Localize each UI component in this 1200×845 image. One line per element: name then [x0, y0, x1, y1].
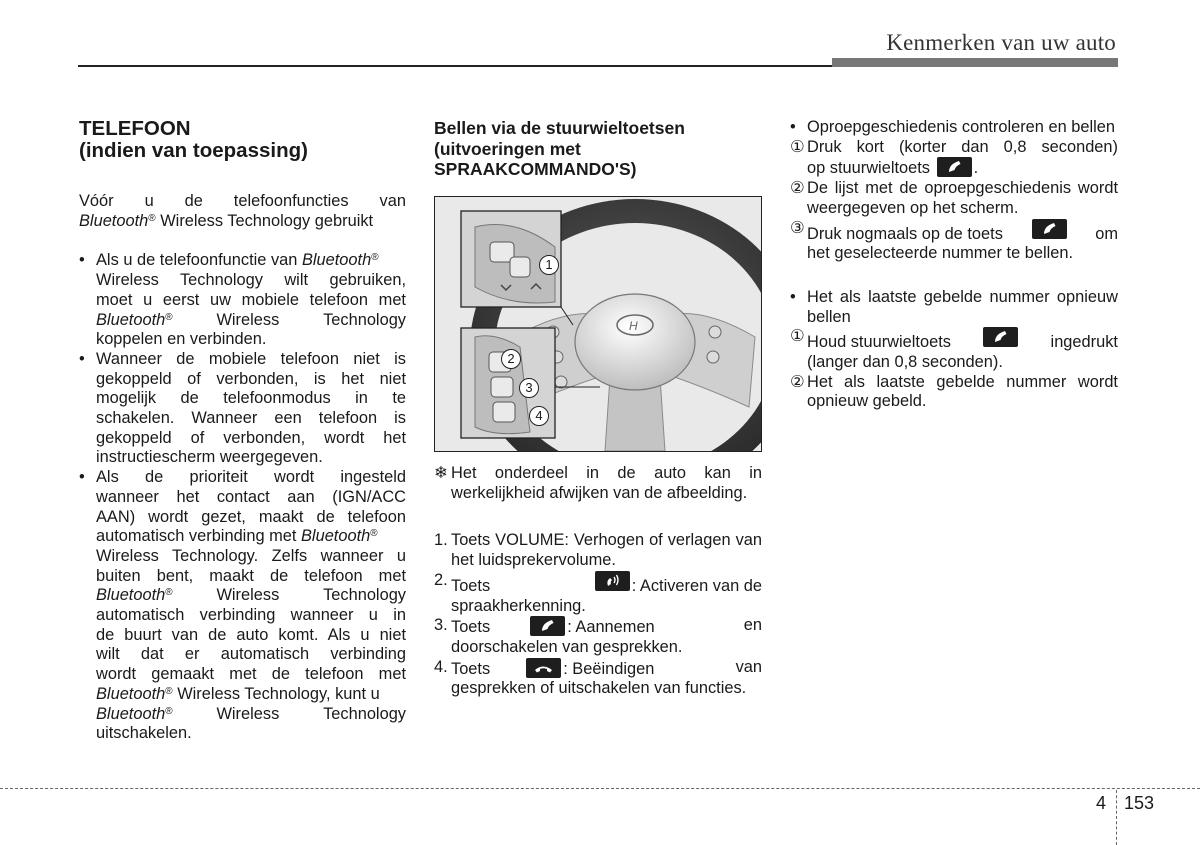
note-symbol: ❄	[434, 464, 448, 482]
registered-mark: ®	[165, 705, 173, 717]
text-line	[96, 527, 406, 547]
text: Wireless	[216, 586, 280, 605]
list-item	[434, 616, 762, 657]
item-number: 2.	[434, 570, 448, 589]
text: Wanneer de mobiele telefoon niet is gekoppeld of verbonden, is het niet mogelijk de telefoonmodus in te schakelen. Wanneer een telefoon is gekoppeld of verbonden, wordt het instructiescherm weergegeven.	[96, 349, 406, 467]
text-line	[96, 311, 406, 331]
section-heading	[434, 118, 762, 180]
bluetooth-term: Bluetooth	[96, 704, 166, 723]
text: en	[743, 616, 762, 635]
registered-mark: ®	[370, 528, 378, 540]
voice-recognition-icon	[595, 571, 630, 591]
text-line: Als de prioriteit wordt ingesteld	[96, 468, 406, 487]
step-number: ①	[790, 137, 805, 156]
item-text: Toets	[451, 576, 491, 595]
callout-1: 1	[539, 255, 559, 275]
registered-mark: ®	[371, 252, 379, 264]
phone-answer-icon	[1032, 219, 1067, 239]
text-line	[451, 616, 762, 638]
text: op stuurwieltoets	[807, 159, 930, 178]
bluetooth-term: Bluetooth	[96, 310, 166, 329]
list-item	[434, 571, 762, 616]
step-item	[790, 179, 1118, 218]
text-line: automatisch verbinding wanneer u in	[96, 606, 406, 625]
item-text: : Activeren van de	[631, 576, 762, 595]
bluetooth-term: Bluetooth	[79, 211, 149, 230]
list-item	[79, 468, 406, 744]
text-line	[451, 658, 762, 680]
steering-wheel-drawing	[435, 197, 761, 451]
heading-line: SPRAAKCOMMANDO'S)	[434, 159, 637, 179]
text-line: gesprekken of uitschakelen van functies.	[451, 679, 747, 698]
text-line: buiten bent, maakt de telefoon met	[96, 566, 406, 585]
intro-text: Wireless Technology gebruikt	[160, 211, 374, 230]
registered-mark: ®	[165, 311, 173, 323]
text-line: (langer dan 0,8 seconden).	[807, 353, 1003, 372]
item-text: Toets	[451, 659, 491, 678]
step-item	[790, 327, 1118, 372]
header-rule-accent	[832, 58, 1118, 67]
column-stuurwieltoetsen	[434, 118, 762, 180]
intro-line: Vóór u de telefoonfuncties van	[79, 192, 406, 210]
step-number: ②	[790, 372, 805, 391]
text-line	[96, 586, 406, 606]
text: Als u de telefoonfunctie van	[96, 251, 302, 270]
text-line: wordt gemaakt met de telefoon met	[96, 665, 406, 684]
phone-hangup-icon	[526, 658, 561, 678]
text-line: doorschakelen van gesprekken.	[451, 637, 683, 656]
step-number: ②	[790, 179, 805, 198]
section-heading	[79, 118, 406, 162]
bullet-dot: •	[790, 287, 796, 306]
text-line	[96, 685, 406, 705]
text	[524, 658, 762, 680]
text	[96, 311, 173, 331]
text-line: het geselecteerde nummer te bellen.	[807, 244, 1074, 263]
chapter-number: 4	[1096, 793, 1107, 813]
text: Druk nogmaals op de toets	[807, 224, 1003, 243]
svg-text:H: H	[629, 319, 638, 333]
text: Technology	[323, 310, 406, 329]
text-line	[96, 705, 406, 725]
bullet-dot: •	[79, 349, 85, 368]
bluetooth-term: Bluetooth	[96, 684, 166, 703]
list-item	[79, 251, 406, 350]
note-text: Het onderdeel in de auto kan in werkelijkheid afwijken van de afbeelding.	[451, 464, 762, 502]
text-line: Wireless Technology. Zelfs wanneer u	[96, 546, 406, 565]
text: om	[1095, 224, 1118, 243]
page-header-title: Kenmerken van uw auto	[886, 30, 1116, 55]
text-line: uitschakelen.	[96, 724, 192, 743]
text-line: Druk kort (korter dan 0,8 seconden)	[807, 137, 1118, 156]
bluetooth-term: Bluetooth	[96, 586, 166, 605]
heading-line: TELEFOON	[79, 117, 191, 140]
text	[96, 586, 173, 606]
text: Wireless	[216, 704, 280, 723]
bullet-dot: •	[790, 118, 796, 136]
text: van	[735, 657, 762, 676]
text	[528, 616, 762, 638]
phone-answer-icon	[983, 327, 1018, 347]
item-text: Toets VOLUME: Verhogen of verlagen van het luidsprekervolume.	[451, 531, 762, 570]
figure-note	[434, 464, 762, 503]
bullet-dot: •	[79, 468, 85, 487]
text	[96, 705, 173, 725]
column-oproepen	[790, 118, 1118, 412]
text-line: moet u eerst uw mobiele telefoon met	[96, 290, 406, 309]
item-number: 1.	[434, 531, 448, 550]
text-line	[807, 327, 1118, 353]
step-item	[790, 373, 1118, 412]
text: : Aannemen	[528, 616, 654, 638]
text-line	[807, 219, 1118, 245]
text: Technology	[323, 704, 406, 723]
list-item	[790, 118, 1118, 138]
text-line: AAN) wordt gezet, maakt de telefoon	[96, 507, 406, 526]
column-telefoon	[79, 118, 406, 744]
text-line: koppelen en verbinden.	[96, 330, 267, 349]
text: Houd stuurwieltoets	[807, 333, 951, 352]
text: : Beëindigen	[524, 658, 654, 680]
step-text: Het als laatste gebelde nummer wordt opnieuw gebeld.	[807, 372, 1118, 411]
text: automatisch verbinding met	[96, 527, 301, 546]
step-number: ③	[790, 218, 805, 237]
registered-mark: ®	[165, 587, 173, 599]
bluetooth-term: Bluetooth	[301, 251, 372, 270]
text: Wireless Technology, kunt u	[172, 684, 380, 703]
bluetooth-term: Bluetooth	[301, 527, 371, 546]
bullet-dot: •	[79, 251, 85, 270]
text-line: spraakherkenning.	[451, 596, 586, 615]
intro-line	[79, 212, 406, 232]
step-text: De lijst met de oproepgeschiedenis wordt weergegeven op het scherm.	[807, 179, 1118, 217]
text: ingedrukt	[1050, 333, 1118, 352]
phone-answer-icon	[937, 157, 972, 177]
text-line	[807, 157, 1118, 179]
text: .	[973, 159, 979, 178]
step-number: ①	[790, 327, 805, 346]
phone-answer-icon	[530, 616, 565, 636]
text-line: wanneer het contact aan (IGN/ACC	[96, 487, 406, 506]
footer-divider	[1116, 790, 1117, 845]
item-text: Toets	[451, 618, 491, 637]
step-item	[790, 138, 1118, 179]
list-item	[790, 288, 1118, 327]
callout-3: 3	[519, 378, 539, 398]
column-stuurwieltoetsen-text	[434, 464, 762, 699]
text: Wireless	[216, 310, 280, 329]
bullet-text: Het als laatste gebelde nummer opnieuw bellen	[807, 287, 1118, 326]
heading-line: Bellen via de stuurwieltoetsen	[434, 118, 685, 138]
callout-4: 4	[529, 406, 549, 426]
steering-wheel-illustration	[434, 196, 762, 452]
step-item	[790, 219, 1118, 264]
registered-mark: ®	[165, 685, 173, 697]
item-number: 4.	[434, 657, 448, 676]
text-line	[451, 571, 762, 597]
footer-rule	[0, 788, 1200, 789]
registered-mark: ®	[148, 212, 156, 224]
heading-line: (indien van toepassing)	[79, 139, 308, 162]
list-item	[434, 658, 762, 699]
text: Technology	[323, 586, 406, 605]
item-number: 3.	[434, 616, 448, 635]
list-item	[434, 531, 762, 570]
text-line: wilt dat er automatisch verbinding	[96, 645, 406, 664]
text-line: Wireless Technology wilt gebruiken,	[96, 271, 406, 290]
callout-2: 2	[501, 349, 521, 369]
page-number: 153	[1124, 793, 1155, 813]
text-line	[96, 251, 406, 271]
header-rule	[78, 65, 838, 67]
voice-key	[593, 571, 762, 597]
bullet-text: Oproepgeschiedenis controleren en bellen	[807, 118, 1115, 136]
heading-line: (uitvoeringen met	[434, 138, 581, 159]
text-line: de buurt van de auto komt. Als u niet	[96, 625, 406, 644]
list-item	[79, 350, 406, 468]
